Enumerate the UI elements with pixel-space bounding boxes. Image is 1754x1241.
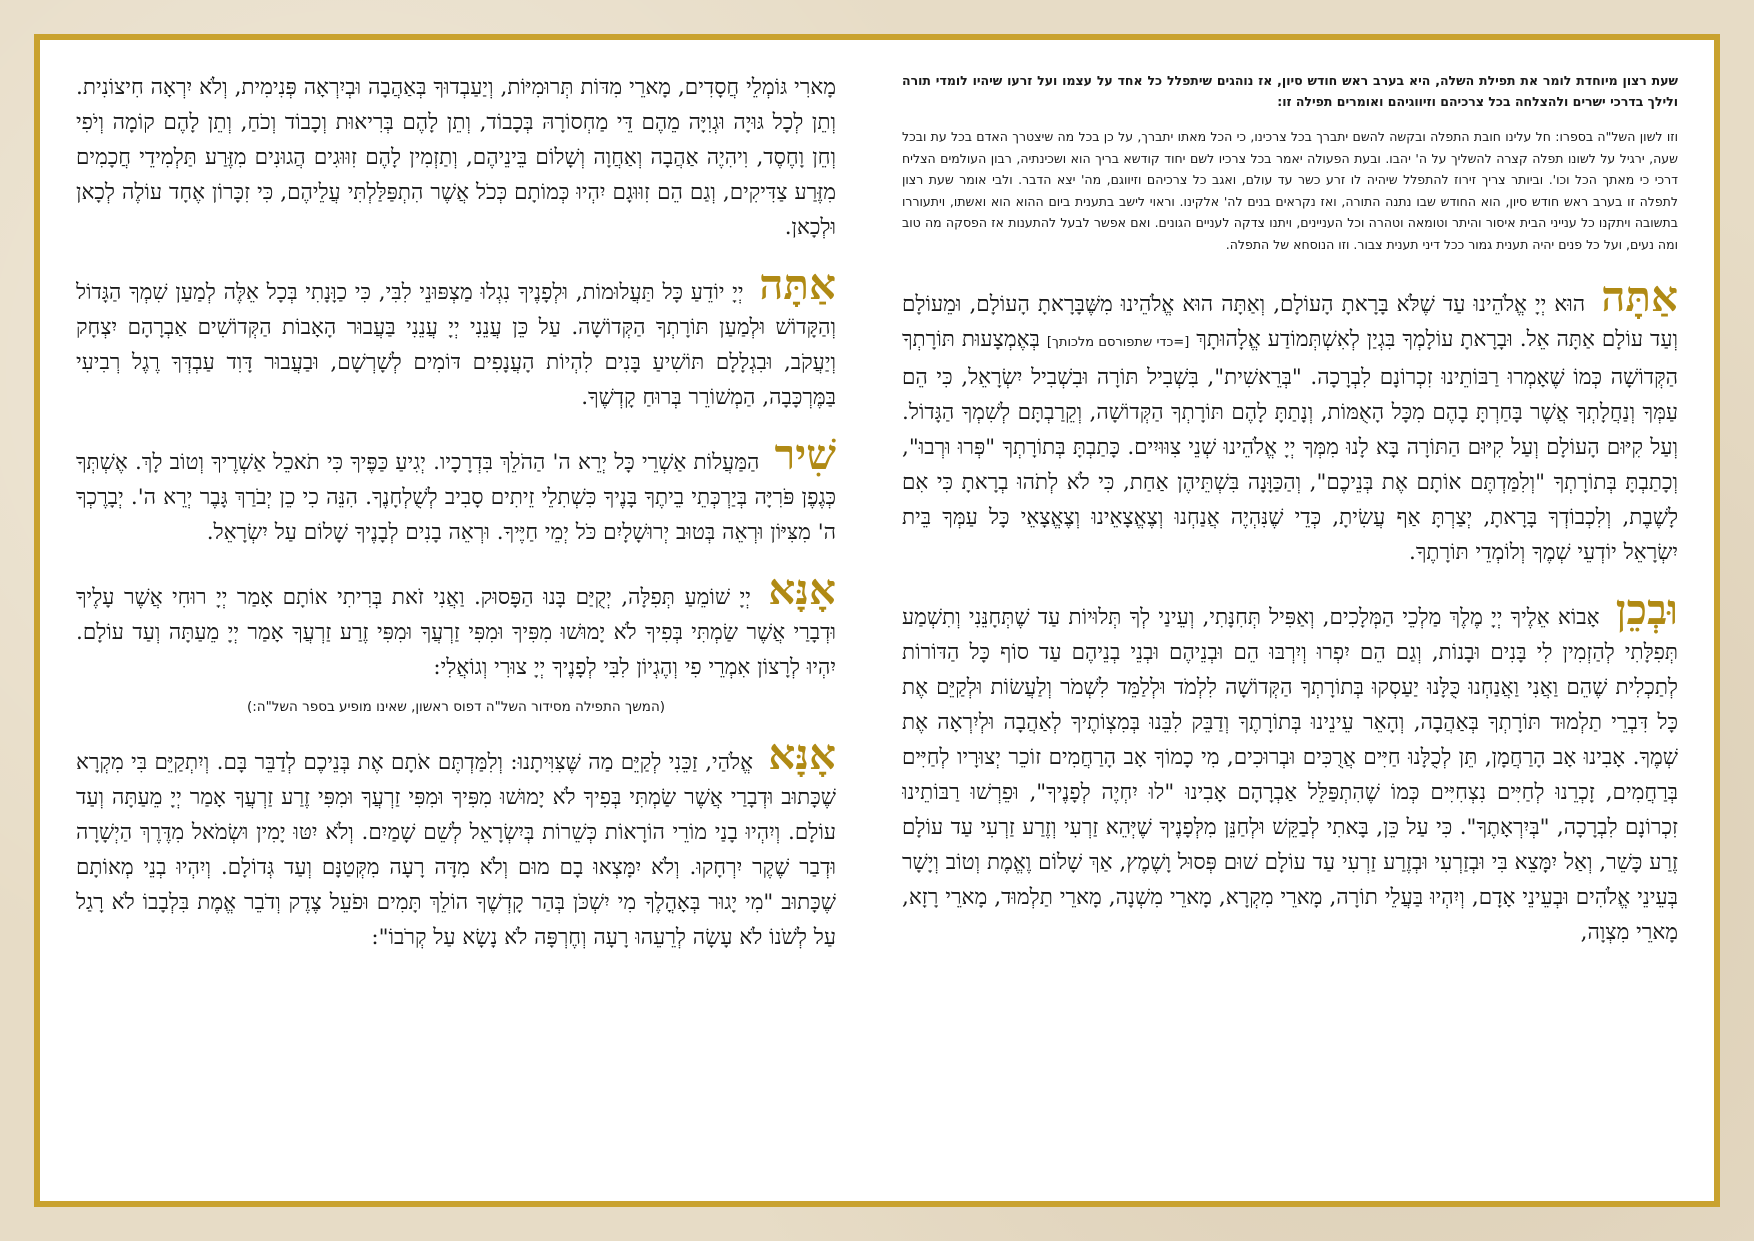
lead-word: שִׁיר — [774, 430, 836, 479]
right-paragraph-1 — [902, 272, 1678, 570]
lead-word: אַתָּה — [1601, 272, 1678, 321]
left-page — [76, 70, 836, 1173]
left-paragraph-2-text: יְיָ יוֹדֵעַ כָּל תַּעֲלוּמוֹת, וּלְפָנֶיךָ נִגְלוּ מַצְפּוּנֵי לִבִּי, כִּי כַוָּנָתִי בְּכָל אֵלֶּה לְמַעַן שִׁמְךָ הַגָּדוֹל וְהַקָּדוֹשׁ וּלְמַעַן תּוֹרָתְךָ הַקְּדוֹשָׁה. עַל כֵּן עֲנֵנִי יְיָ עֲנֵנִי בַּעֲבוּר הָאָבוֹת הַקְּדוֹשִׁים אַבְרָהָם יִצְחָק וְיַעֲקֹב, וּבִגְלָלָם תּוֹשִׁיעַ בָּנִים לִהְיוֹת הָעֲנָפִים דּוֹמִים לְשָׁרְשָׁם, וּבַעֲבוּר דָּוִד עַבְדְּךָ רֶגֶל רְבִיעִי בַּמֶּרְכָּבָה, הַמְשׁוֹרֵר בְּרוּחַ קָדְשֶׁךָ. — [76, 280, 836, 410]
lead-word: אַתָּה — [759, 260, 836, 309]
right-page — [902, 70, 1678, 1173]
lead-word: אָנָּא — [768, 730, 836, 779]
right-paragraph-1-text-2: בְּאֶמְצָעוּת תּוֹרָתְךָ הַקְּדוֹשָׁה כְּמוֹ שֶׁאָמְרוּ רַבּוֹתֵינוּ זִכְרוֹנָם לִבְרָכָה. "בְּרֵאשִׁית", בִּשְׁבִיל תּוֹרָה וּבִשְׁבִיל יִשְׂרָאֵל, כִּי הֵם עַמְּךָ וְנַחֲלָתְךָ אֲשֶׁר בָּחַרְתָּ בָהֶם מִכָּל הָאֻמּוֹת, וְנָתַתָּ לָהֶם תּוֹרָתְךָ הַקְּדוֹשָׁה, וְקֵרַבְתָּם לְשִׁמְךָ הַגָּדוֹל. וְעַל קִיּוּם הָעוֹלָם וְעַל קִיּוּם הַתּוֹרָה בָּא לָנוּ מִמְּךָ יְיָ אֱלֹהֵינוּ שְׁנֵי צִוּוּיִים. כָּתַבְתָּ בְּתוֹרָתְךָ "פְּרוּ וּרְבוּ", וְכָתַבְתָּ בְּתוֹרָתְךָ "וְלִמַּדְתֶּם אוֹתָם אֶת בְּנֵיכֶם", וְהַכַּוָּנָה בִּשְׁתֵּיהֶן אַחַת, כִּי לֹא לְתֹהוּ בְרָאתָ כִּי אִם לָשֶׁבֶת, וְלִכְבוֹדְךָ בָּרָאתָ, יְצַרְתָּ אַף עֲשִׂיתָ, כְּדֵי שֶׁנִּהְיֶה אֲנַחְנוּ וְצֶאֱצָאֵינוּ וְצֶאֱצָאֵי כָּל עַמְּךָ בֵּית יִשְׂרָאֵל יוֹדְעֵי שְׁמֶךָ וְלוֹמְדֵי תּוֹרָתֶךָ. — [902, 327, 1678, 565]
left-paragraph-4-text: יְיָ שׁוֹמֵעַ תְּפִלָּה, יְקֻיַּם בָּנוּ הַפָּסוּק. וַאֲנִי זֹאת בְּרִיתִי אוֹתָם אָמַר יְיָ רוּחִי אֲשֶׁר עָלֶיךָ וּדְבָרַי אֲשֶׁר שַׂמְתִּי בְּפִיךָ לֹא יָמוּשׁוּ מִפִּיךָ וּמִפִּי זַרְעֲךָ וּמִפִּי זֶרַע זַרְעֲךָ אָמַר יְיָ מֵעַתָּה וְעַד עוֹלָם. יִהְיוּ לְרָצוֹן אִמְרֵי פִי וְהֶגְיוֹן לִבִּי לְפָנֶיךָ יְיָ צוּרִי וְגוֹאֲלִי: — [76, 585, 836, 680]
bracket-note: [=כדי שתפורסם מלכותך] — [1046, 335, 1190, 350]
right-paragraph-2 — [902, 585, 1678, 950]
intro-heading: שעת רצון מיוחדת לומר את תפילת השלה, היא בערב ראש חודש סיון, אז נוהגים שיתפלל כל אחד על עצמו ועל זרעו שיהיו לומדי תורה ולילך בדרכי ישרים ולהצלחה בכל צרכיהם וזיווגיהם ואומרים תפילה זו: — [902, 73, 1678, 109]
lead-word: אָנָּא — [768, 565, 836, 614]
lead-word: וּבְכֵן — [1615, 585, 1678, 634]
left-paragraph-1 — [76, 70, 836, 245]
left-paragraph-1-text: מָארִי גּוֹמְלֵי חֲסָדִים, מָארֵי מִדּוֹת תְּרוּמִיּוֹת, וְיַעַבְדוּךָ בְּאַהֲבָה וּבְיִרְאָה פְּנִימִית, וְלֹא יִרְאָה חִיצוֹנִית. וְתֵן לְכָל גּוּיָה וּגְוִיָּה מֵהֶם דֵּי מַחְסוֹרָהּ בְּכָבוֹד, וְתֵן לָהֶם בְּרִיאוּת וְכָבוֹד וְכֹחַ, וְתֵן לָהֶם קוֹמָה וְיֹפִי וְחֵן וָחֶסֶד, וִיהִיֶה אַהֲבָה וְאַחֲוָה וְשָׁלוֹם בֵּינֵיהֶם, וְתַזְמִין לָהֶם זִוּוּגִים הֲגוּנִים מִזֶּרַע תַּלְמִידֵי חֲכָמִים מִזֶּרַע צַדִּיקִים, וְגַם הֵם זִוּוּגָם יִהְיוּ כְּמוֹתָם כְּכֹל אֲשֶׁר הִתְפַּלַּלְתִּי עֲלֵיהֶם, כִּי זִכָּרוֹן אֶחָד עוֹלֶה לְכָאן וּלְכָאן. — [76, 75, 836, 240]
left-paragraph-3-text: הַמַּעֲלוֹת אַשְׁרֵי כָּל יְרֵא ה' הַהֹלֵךְ בִּדְרָכָיו. יְגִיעַ כַּפֶּיךָ כִּי תֹאכֵל אַשְׁרֶיךָ וְטוֹב לָךְ. אֶשְׁתְּךָ כְּגֶפֶן פֹּרִיָּה בְּיַרְכְּתֵי בֵיתֶךָ בָּנֶיךָ כִּשְׁתִלֵי זֵיתִים סָבִיב לְשֻׁלְחָנֶךָ. הִנֵּה כִי כֵן יְבֹרַךְ גָּבֶר יְרֵא ה'. יְבָרֶכְךָ ה' מִצִּיּוֹן וּרְאֵה בְּטוּב יְרוּשָׁלָיִם כֹּל יְמֵי חַיֶּיךָ. וּרְאֵה בָנִים לְבָנֶיךָ שָׁלוֹם עַל יִשְׂרָאֵל. — [76, 450, 836, 545]
intro-body: וזו לשון השל"ה בספרו: חל עלינו חובת התפלה ובקשה להשם יתברך בכל צרכינו, כי הכל מאתו יתברך, על כן בכל מה שיצטרך האדם בכל עת ובכל שעה, ירגיל על לשונו תפלה קצרה להשליך על ה' יהבו. ובעת הפעולה יאמר בכל צרכיו לשם יחוד קודשא בריך הוא ושכינתיה, רבון העולמים הצליח דרכי כי מאתך הכל וכו'. וביותר צריך זירוז להתפלל שיהיה לו זרע כשר עד עולם, ואגב כל צרכיהם וזיווגם, מה' יצא הדבר. ולבי אומר שעת רצון לתפלה זו בערב ראש חודש סיון, הוא החודש שבו נתנה התורה, ואז נקראים בנים לה' אלקינו. וראוי לישב בתענית ביום ההוא הוא ואשתו, ויתעוררו בתשובה ויתקנו כל ענייני הבית איסור והיתר וטומאה וטהרה וכל העניינים, ויתנו צדקה לעניים הגונים. ואם אפשר לבעל להתענות אז הפסקה מה טוב ומה נעים, ועל כל פנים יהיה תענית גמור ככל דיני תענית צבור. וזו הנוסחא של התפלה. — [902, 129, 1678, 252]
right-paragraph-1-text: הוּא יְיָ אֱלֹהֵינוּ עַד שֶׁלֹּא בָּרָאתָ הָעוֹלָם, וְאַתָּה הוּא אֱלֹהֵינוּ מִשֶּׁבָּרָאתָ הָעוֹלָם, וּמֵעוֹלָם וְעַד עוֹלָם אַתָּה אֵל. וּבָרָאתָ עוֹלָמְךָ בִּגְיַן לְאִשְׁתְּמוֹדַע אֱלָהוּתָךְ — [902, 292, 1678, 352]
left-paragraph-4 — [76, 565, 836, 685]
continuation-note: (המשך התפילה מסידור השל"ה דפוס ראשון, שאינו מופיע בספר השל"ה:) — [246, 699, 666, 715]
right-paragraph-2-text: אָבוֹא אֵלֶיךָ יְיָ מֶלֶךְ מַלְכֵי הַמְּלָכִים, וְאַפִּיל תְּחִנָּתִי, וְעֵינַי לְךָ תְּלוּיוֹת עַד שֶׁתְּחָנֵּנִי וְתִשְׁמַע תְּפִלָּתִי לְהַזְמִין לִי בָּנִים וּבָנוֹת, וְגַם הֵם יִפְרוּ וְיִרְבּוּ הֵם וּבְנֵיהֶם וּבְנֵי בְנֵיהֶם עַד סוֹף כָּל הַדּוֹרוֹת לְתַכְלִית שֶׁהֵם וַאֲנִי וַאֲנַחְנוּ כֻּלָּנוּ יַעַסְקוּ בְּתוֹרָתְךָ הַקְּדוֹשָׁה לִלְמֹד וּלְלַמֵּד לִשְׁמֹר וְלַעֲשׂוֹת וּלְקַיֵּם אֶת כָּל דִּבְרֵי תַלְמוּד תּוֹרָתְךָ בְּאַהֲבָה, וְהָאֵר עֵינֵינוּ בְּתוֹרָתֶךָ וְדַבֵּק לִבֵּנוּ בְּמִצְוֹתֶיךָ לְאַהֲבָה וּלְיִרְאָה אֶת שְׁמֶךָ. אָבִינוּ אָב הָרַחֲמָן, תֵּן לְכֻלָּנוּ חַיִּים אֲרֻכִּים וּבְרוּכִים, מִי כָמוֹךָ אָב הָרַחֲמִים זוֹכֵר יְצוּרָיו לְחַיִּים בְּרַחֲמִים, זָכְרֵנוּ לְחַיִּים נִצְחִיִּים כְּמוֹ שֶׁהִתְפַּלֵּל אַבְרָהָם אָבִינוּ "לוּ יִחְיֶה לְפָנֶיךָ", וּפֵרְשׁוּ רַבּוֹתֵינוּ זִכְרוֹנָם לִבְרָכָה, "בְּיִרְאָתֶךָ". כִּי עַל כֵּן, בָּאתִי לְבַקֵּשׁ וּלְחַנֵּן מִלְּפָנֶיךָ שֶׁיְּהֵא זַרְעִי וְזֶרַע זַרְעִי עַד עוֹלָם זֶרַע כָּשֵׁר, וְאַל יִמָּצֵא בִּי וּבְזַרְעִי וּבְזֶרַע זַרְעִי עַד עוֹלָם שׁוּם פְּסוּל וָשֶׁמֶץ, אַךְ שָׁלוֹם וֶאֱמֶת וְטוֹב וְיָשָׁר בְּעֵינֵי אֱלֹהִים וּבְעֵינֵי אָדָם, וְיִהְיוּ בַּעֲלֵי תוֹרָה, מָארֵי מִקְרָא, מָארֵי מִשְׁנָה, מָארֵי תַלְמוּד, מָארֵי רָזָא, מָארֵי מִצְוָה, — [902, 605, 1678, 945]
left-paragraph-2 — [76, 260, 836, 415]
left-paragraph-5-text: אֱלֹהַי, זַכֵּנִי לְקַיֵּם מַה שֶּׁצִּוִּיתָנוּ: וְלִמַּדְתֶּם אֹתָם אֶת בְּנֵיכֶם לְדַבֵּר בָּם. וְיִתְקַיֵּם בִּי מִקְרָא שֶׁכָּתוּב וּדְבָרַי אֲשֶׁר שַׂמְתִּי בְּפִיךָ לֹא יָמוּשׁוּ מִפִּיךָ וּמִפִּי זַרְעֲךָ וּמִפִּי זֶרַע זַרְעֲךָ אָמַר יְיָ מֵעַתָּה וְעַד עוֹלָם. וְיִהְיוּ בָנַי מוֹרֵי הוֹרָאוֹת כְּשֵׁרוֹת בְּיִשְׂרָאֵל לְשֵׁם שָׁמַיִם. וְלֹא יִטּוּ יָמִין וּשְׂמֹאל מִדֶּרֶךְ הַיְשָׁרָה וּדְבַר שֶׁקֶר יִרְחָקוּ. וְלֹא יִמָּצְאוּ בָם מוּם וְלֹא מִדָּה רָעָה מִקְּטַנָּם וְעַד גְּדוֹלָם. וְיִהְיוּ בְנֵי מְאוֹתָם שֶׁכָּתוּב "מִי יָגוּר בְּאָהֳלֶךָ מִי יִשְׁכֹּן בְּהַר קָדְשֶׁךָ הוֹלֵךְ תָּמִים וּפֹעֵל צֶדֶק וְדֹבֵר אֱמֶת בִּלְבָבוֹ לֹא רָגַל עַל לְשֹׁנוֹ לֹא עָשָׂה לְרֵעֵהוּ רָעָה וְחֶרְפָּה לֹא נָשָׂא עַל קְרֹבוֹ": — [76, 750, 836, 950]
page-frame — [34, 34, 1720, 1207]
left-paragraph-3 — [76, 430, 836, 550]
left-paragraph-5 — [76, 730, 836, 955]
